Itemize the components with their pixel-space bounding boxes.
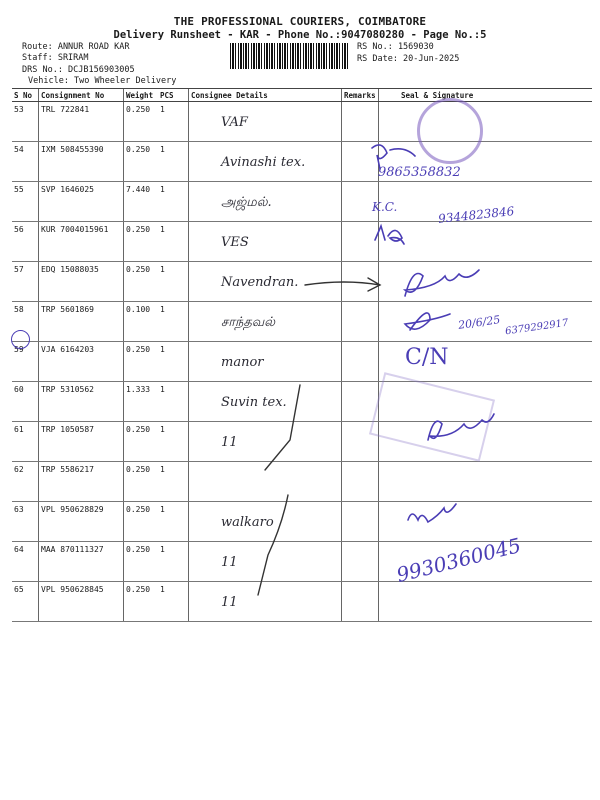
cell-pcs: 1 xyxy=(158,422,189,462)
cell-consignment: TRP 5586217 xyxy=(39,462,124,502)
consignee-handwriting: Avinashi tex. xyxy=(221,155,306,170)
cell-sno: 59 xyxy=(12,342,39,382)
cell-pcs: 1 xyxy=(158,502,189,542)
cell-consignment: TRL 722841 xyxy=(39,102,124,142)
col-consignment: Consignment No xyxy=(39,89,124,102)
cell-sno: 65 xyxy=(12,582,39,622)
consignee-handwriting: walkaro xyxy=(221,515,274,530)
consignee-handwriting: manor xyxy=(221,355,264,370)
cell-sno: 55 xyxy=(12,182,39,222)
note-row-59: C/N xyxy=(405,345,449,370)
phone-row-58: 6379292917 xyxy=(504,317,570,338)
staff-label: Staff: SRIRAM xyxy=(22,53,89,63)
row-59-circle-mark xyxy=(11,330,30,349)
cell-seal-signature xyxy=(379,102,593,142)
cell-seal-signature xyxy=(379,462,593,502)
cell-weight: 0.250 xyxy=(124,422,159,462)
route-label: Route: ANNUR ROAD KAR xyxy=(22,42,130,52)
cell-sno: 56 xyxy=(12,222,39,262)
cell-consignment: TRP 5601869 xyxy=(39,302,124,342)
cell-pcs: 1 xyxy=(158,542,189,582)
table-row xyxy=(12,222,592,262)
cell-consignee xyxy=(189,502,342,542)
cell-seal-signature xyxy=(379,262,593,302)
table-header-row xyxy=(12,89,592,102)
cell-weight: 0.250 xyxy=(124,342,159,382)
cell-consignment: TRP 5310562 xyxy=(39,382,124,422)
cell-pcs: 1 xyxy=(158,582,189,622)
cell-consignee xyxy=(189,342,342,382)
cell-sno: 62 xyxy=(12,462,39,502)
cell-weight: 0.250 xyxy=(124,222,159,262)
cell-consignee xyxy=(189,382,342,422)
cell-consignee xyxy=(189,102,342,142)
cell-remarks xyxy=(342,502,379,542)
phone-row-64: 9930360045 xyxy=(393,532,524,588)
cell-sno: 58 xyxy=(12,302,39,342)
table-row xyxy=(12,582,592,622)
cell-consignment: MAA 870111327 xyxy=(39,542,124,582)
cell-consignee xyxy=(189,182,342,222)
consignee-handwriting: VAF xyxy=(221,115,248,130)
drs-number: DRS No.: DCJB156903005 xyxy=(22,65,135,75)
signature-row-55: K.C. xyxy=(372,200,398,214)
cell-weight: 0.250 xyxy=(124,262,159,302)
consignee-handwriting: Navendran. xyxy=(221,275,299,290)
table-row xyxy=(12,102,592,142)
table-row xyxy=(12,382,592,422)
cell-pcs: 1 xyxy=(158,182,189,222)
col-weight: Weight xyxy=(124,89,159,102)
cell-pcs: 1 xyxy=(158,262,189,302)
cell-sno: 63 xyxy=(12,502,39,542)
col-sno: S No xyxy=(12,89,39,102)
cell-sno: 64 xyxy=(12,542,39,582)
cell-pcs: 1 xyxy=(158,342,189,382)
company-title: THE PROFESSIONAL COURIERS, COIMBATORE xyxy=(173,15,427,28)
table-row xyxy=(12,262,592,302)
cell-weight: 0.250 xyxy=(124,142,159,182)
consignee-handwriting: 11 xyxy=(221,595,238,610)
vehicle-label: Vehicle: Two Wheeler Delivery xyxy=(28,76,177,86)
cell-consignee xyxy=(189,462,342,502)
table-row xyxy=(12,422,592,462)
cell-pcs: 1 xyxy=(158,142,189,182)
consignee-handwriting: 11 xyxy=(221,555,238,570)
cell-sno: 57 xyxy=(12,262,39,302)
cell-remarks xyxy=(342,142,379,182)
cell-weight: 7.440 xyxy=(124,182,159,222)
cell-weight: 0.250 xyxy=(124,582,159,622)
cell-pcs: 1 xyxy=(158,102,189,142)
cell-consignment: VJA 6164203 xyxy=(39,342,124,382)
cell-sno: 54 xyxy=(12,142,39,182)
consignee-handwriting: 11 xyxy=(221,435,238,450)
table-row xyxy=(12,142,592,182)
cell-sno: 61 xyxy=(12,422,39,462)
cell-consignment: SVP 1646025 xyxy=(39,182,124,222)
company-seal-stamp xyxy=(417,98,483,164)
cell-weight: 1.333 xyxy=(124,382,159,422)
rs-number: RS No.: 1569030 xyxy=(357,42,434,52)
cell-consignee xyxy=(189,422,342,462)
cell-consignee xyxy=(189,582,342,622)
consignee-handwriting: அஜ்மல். xyxy=(221,195,272,210)
cell-pcs: 1 xyxy=(158,222,189,262)
consignee-handwriting: VES xyxy=(221,235,249,250)
cell-sno: 53 xyxy=(12,102,39,142)
cell-consignee xyxy=(189,262,342,302)
date-row-58: 20/6/25 xyxy=(457,313,502,332)
cell-remarks xyxy=(342,302,379,342)
cell-consignment: KUR 7004015961 xyxy=(39,222,124,262)
cell-consignee xyxy=(189,542,342,582)
runsheet-subtitle: Delivery Runsheet - KAR - Phone No.:9047080280 - Page No.:5 xyxy=(113,29,487,41)
consignee-handwriting: சாந்தவல் xyxy=(221,315,276,330)
cell-weight: 0.250 xyxy=(124,502,159,542)
cell-pcs: 1 xyxy=(158,302,189,342)
cell-consignment: VPL 950628845 xyxy=(39,582,124,622)
consignee-handwriting xyxy=(191,465,339,475)
table-row xyxy=(12,462,592,502)
cell-consignment: VPL 950628829 xyxy=(39,502,124,542)
cell-consignee xyxy=(189,302,342,342)
cell-seal-signature xyxy=(379,502,593,542)
cell-remarks xyxy=(342,262,379,302)
cell-consignment: TRP 1050587 xyxy=(39,422,124,462)
table-row xyxy=(12,342,592,382)
cell-weight: 0.250 xyxy=(124,542,159,582)
cell-remarks xyxy=(342,462,379,502)
cell-consignment: EDQ 15088035 xyxy=(39,262,124,302)
phone-row-54: 9865358832 xyxy=(378,165,461,180)
cell-consignee xyxy=(189,142,342,182)
cell-remarks xyxy=(342,542,379,582)
col-seal-signature: Seal & Signature xyxy=(379,89,593,102)
col-pcs: PCS xyxy=(158,89,189,102)
cell-sno: 60 xyxy=(12,382,39,422)
rs-date: RS Date: 20-Jun-2025 xyxy=(357,54,460,64)
col-consignee: Consignee Details xyxy=(189,89,342,102)
cell-remarks xyxy=(342,222,379,262)
cell-remarks xyxy=(342,102,379,142)
cell-remarks xyxy=(342,342,379,382)
cell-pcs: 1 xyxy=(158,382,189,422)
cell-consignment: IXM 508455390 xyxy=(39,142,124,182)
cell-consignee xyxy=(189,222,342,262)
phone-row-55: 9344823846 xyxy=(437,204,515,226)
cell-remarks xyxy=(342,582,379,622)
consignee-handwriting: Suvin tex. xyxy=(221,395,287,410)
cell-seal-signature xyxy=(379,222,593,262)
cell-pcs: 1 xyxy=(158,462,189,502)
col-remarks: Remarks xyxy=(342,89,379,102)
cell-seal-signature xyxy=(379,582,593,622)
barcode xyxy=(230,43,348,69)
cell-weight: 0.250 xyxy=(124,102,159,142)
cell-weight: 0.100 xyxy=(124,302,159,342)
cell-weight: 0.250 xyxy=(124,462,159,502)
